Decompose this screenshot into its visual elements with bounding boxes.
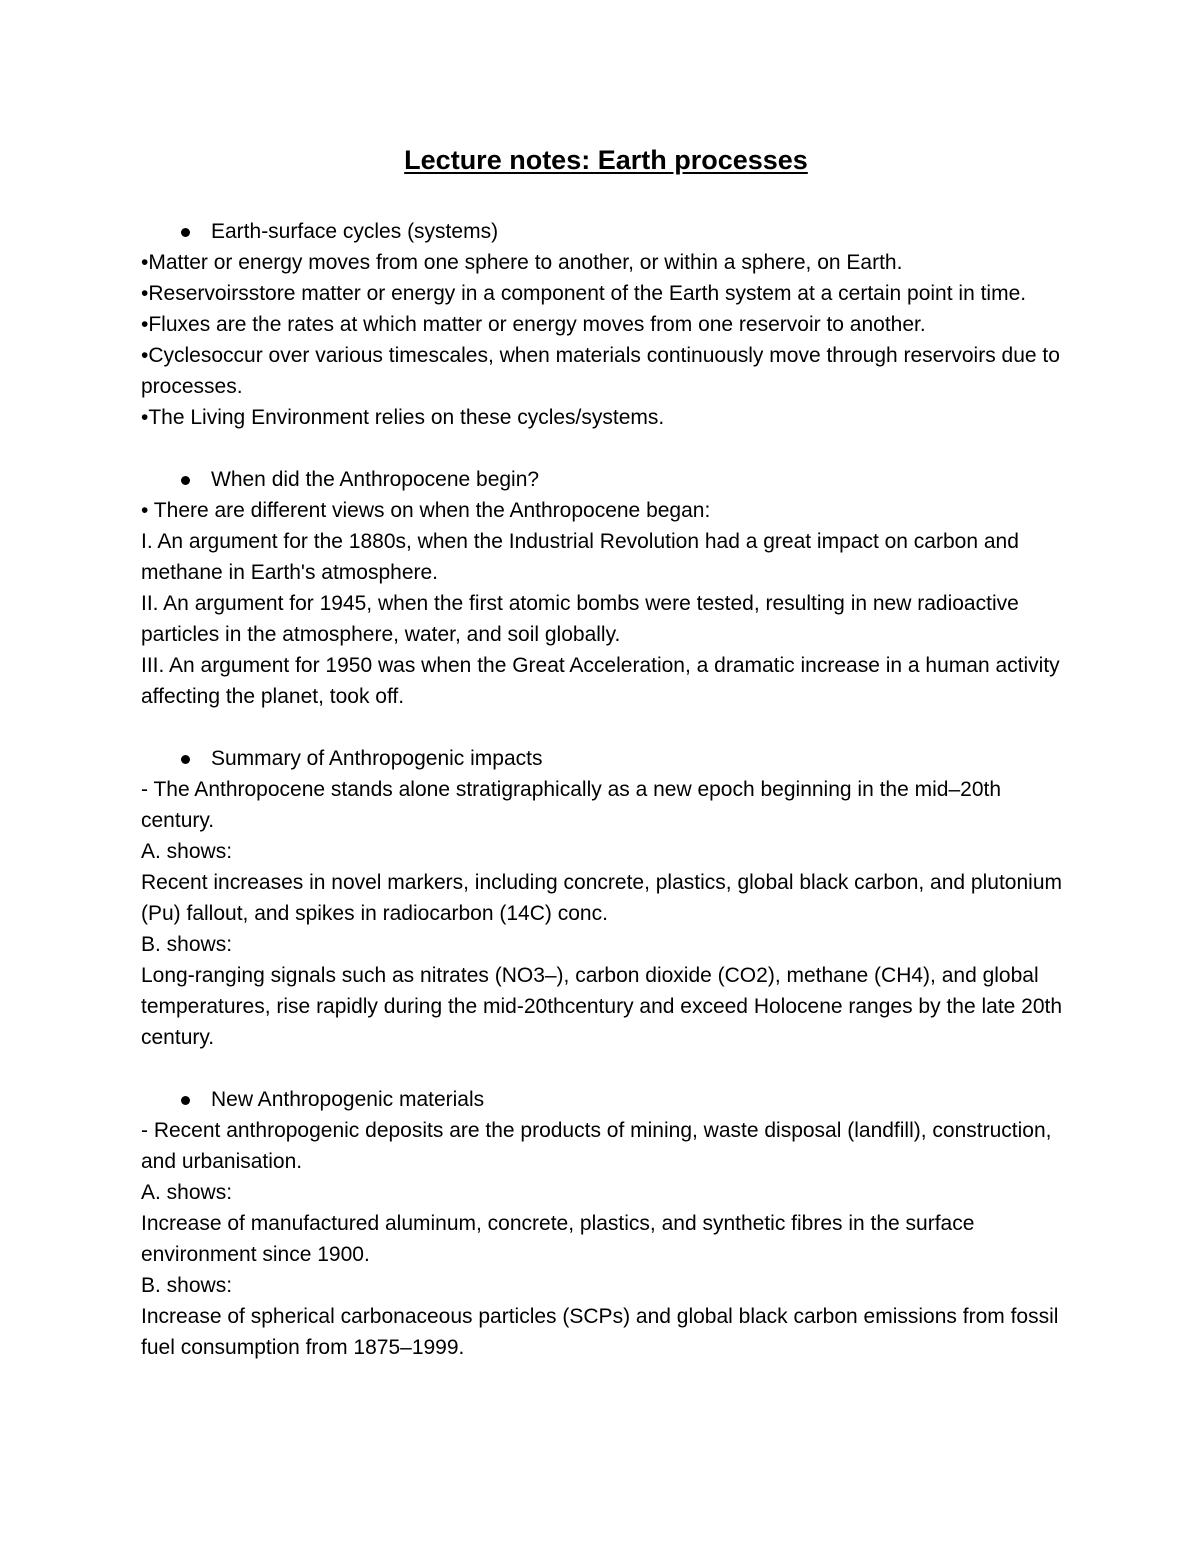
note-line: A. shows: [141, 840, 233, 863]
note-line: - Recent anthropogenic deposits are the products of mining, waste disposal (landfill), construction, and urbanisation. [141, 1119, 1052, 1173]
note-line: III. An argument for 1950 was when the Great Acceleration, a dramatic increase in a human activity affecting the planet, took off. [141, 654, 1060, 708]
note-line: I. An argument for the 1880s, when the Industrial Revolution had a great impact on carbon and methane in Earth's atmosphere. [141, 530, 1019, 584]
note-line: •The Living Environment relies on these cycles/systems. [141, 406, 665, 429]
page-title: Lecture notes: Earth processes [404, 145, 808, 175]
note-line: •Matter or energy moves from one sphere to another, or within a sphere, on Earth. [141, 251, 903, 274]
section-heading [141, 216, 1071, 247]
bullet-icon [181, 755, 190, 764]
note-line: Increase of spherical carbonaceous particles (SCPs) and global black carbon emissions from fossil fuel consumption from 1875–1999. [141, 1305, 1059, 1359]
section-anthropocene-begin [141, 464, 1071, 712]
section-anthropogenic-materials [141, 1084, 1071, 1363]
document-page [141, 140, 1071, 1394]
note-line: •Reservoirsstore matter or energy in a component of the Earth system at a certain point in time. [141, 282, 1027, 305]
note-line: B. shows: [141, 933, 233, 956]
note-line: II. An argument for 1945, when the first atomic bombs were tested, resulting in new radioactive particles in the atmosphere, water, and soil globally. [141, 592, 1019, 646]
note-line: Long-ranging signals such as nitrates (NO3–), carbon dioxide (CO2), methane (CH4), and global temperatures, rise rapidly during the mid-20thcentury and exceed Holocene ranges by the late 20th century. [141, 964, 1063, 1049]
section-heading-text: When did the Anthropocene begin? [211, 468, 540, 491]
section-heading-text: Earth-surface cycles (systems) [211, 220, 499, 243]
bullet-icon [181, 228, 190, 237]
section-heading [141, 1084, 1071, 1115]
note-line: • There are different views on when the Anthropocene began: [141, 499, 711, 522]
note-line: B. shows: [141, 1274, 233, 1297]
note-line: A. shows: [141, 1181, 233, 1204]
bullet-icon [181, 476, 190, 485]
note-line: Increase of manufactured aluminum, concrete, plastics, and synthetic fibres in the surface environment since 1900. [141, 1212, 975, 1266]
section-heading-text: Summary of Anthropogenic impacts [211, 747, 543, 770]
note-line: Recent increases in novel markers, including concrete, plastics, global black carbon, and plutonium (Pu) fallout, and spikes in radiocarbon (14C) conc. [141, 871, 1062, 925]
section-heading-text: New Anthropogenic materials [211, 1088, 485, 1111]
bullet-icon [181, 1096, 190, 1105]
section-heading [141, 464, 1071, 495]
note-line: •Cyclesoccur over various timescales, when materials continuously move through reservoirs due to processes. [141, 344, 1060, 398]
note-line: •Fluxes are the rates at which matter or energy moves from one reservoir to another. [141, 313, 926, 336]
section-heading [141, 743, 1071, 774]
section-anthropogenic-impacts [141, 743, 1071, 1053]
note-line: - The Anthropocene stands alone stratigraphically as a new epoch beginning in the mid–20th century. [141, 778, 1002, 832]
section-earth-surface-cycles [141, 216, 1071, 433]
